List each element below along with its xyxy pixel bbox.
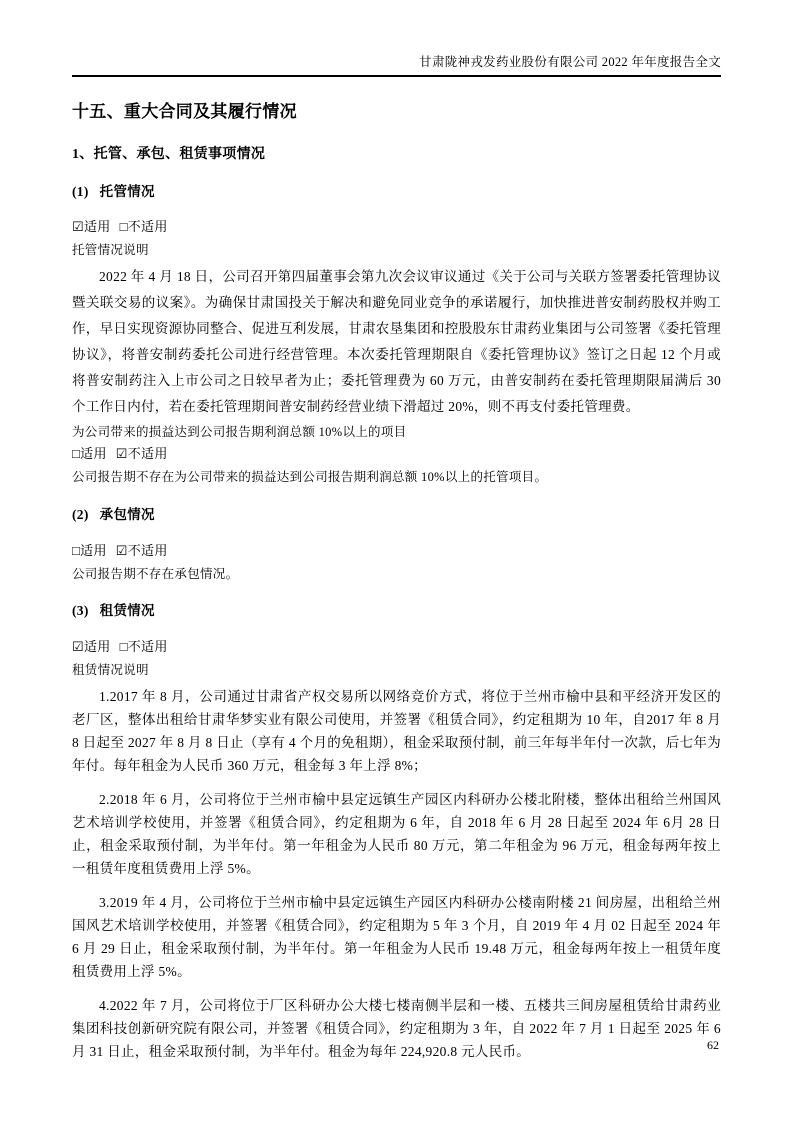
page-number: 62 [707,1038,719,1052]
custody-applicable-checkbox-icon: ☑适用 [72,219,111,234]
custody-profit-item-label: 为公司带来的损益达到公司报告期利润总额 10%以上的项目 [72,425,407,439]
section-title: 十五、重大合同及其履行情况 [72,102,297,121]
subsection-title: 1、托管、承包、租赁事项情况 [72,147,266,162]
contracting-applicable-checkbox-icon: □适用 [72,543,107,558]
leasing-paragraph-3: 3.2019 年 4 月，公司将位于兰州市榆中县定远镇生产园区内科研办公楼南附楼 21 间房屋，出租给兰州国风艺术培训学校使用，并签署《租赁合同》，约定租期为 5 年 3 个月，自 2019 年 4 月 02 日起至 2024 年 6 月 29 日止，租金采取预付制，为半年付。第一年租金为人民币 19.48 万元，租金每两年按上一租赁年度租赁费用上浮 5%。 [72,895,721,979]
contracting-applicability-row [72,540,721,562]
heading-leasing [72,601,721,620]
heading-leasing-number: (3) [72,603,89,618]
heading-custody [72,182,721,201]
heading-contracting [72,505,721,524]
heading-custody-title: 托管情况 [99,184,155,199]
custody-note-label: 托管情况说明 [72,243,149,257]
contracting-note: 公司报告期不存在承包情况。 [72,567,239,581]
profit-applicable-checkbox-icon: □适用 [72,446,107,461]
heading-contracting-number: (2) [72,507,89,522]
heading-leasing-title: 租赁情况 [99,603,155,618]
custody-profit-applicability-row [72,443,721,465]
profit-not-applicable-checkbox-icon: ☑不适用 [115,446,168,461]
custody-paragraph: 2022 年 4 月 18 日，公司召开第四届董事会第九次会议审议通过《关于公司与关联方签署委托管理协议暨关联交易的议案》。为确保甘肃国投关于解决和避免同业竞争的承诺履行，加快推进普安制药股权并购工作，早日实现资源协同整合、促进互利发展，甘肃农垦集团和控股股东甘肃药业集团与公司签署《委托管理协议》，将普安制药委托公司进行经营管理。本次委托管理期限自《委托管理协议》签订之日起 12 个月或将普安制药注入上市公司之日较早者为止；委托管理费为 60 万元，由普安制药在委托管理期限届满后 30 个工作日内付，若在委托管理期间普安制药经营业绩下滑超过 20%，则不再支付委托管理费。 [72,269,721,414]
page-content [72,100,721,1063]
leasing-applicability-row [72,636,721,658]
leasing-paragraph-2: 2.2018 年 6 月，公司将位于兰州市榆中县定远镇生产园区内科研办公楼北附楼，整体出租给兰州国风艺术培训学校使用，并签署《租赁合同》，约定租期为 6 年，自 2018 年 6 月 28 日起至 2024 年 6月 28 日止，租金采取预付制，为半年付。第一年租金为人民币 80 万元，第二年租金为 96 万元，租金每两年按上一租赁年度租赁费用上浮 5%。 [72,792,721,876]
leasing-paragraph-4: 4.2022 年 7 月，公司将位于厂区科研办公大楼七楼南侧半层和一楼、五楼共三间房屋租赁给甘肃药业集团科技创新研究院有限公司，并签署《租赁合同》，约定租期为 3 年，自 2022 年 7 月 1 日起至 2025 年 6 月 31 日止，租金采取预付制，为半年付。租金为每年 224,920.8 元人民币。 [72,998,721,1059]
heading-contracting-title: 承包情况 [99,507,155,522]
custody-applicability-row [72,216,721,238]
heading-custody-number: (1) [72,184,89,199]
custody-profit-note: 公司报告期不存在为公司带来的损益达到公司报告期利润总额 10%以上的托管项目。 [72,470,548,484]
leasing-paragraph-1: 1.2017 年 8 月，公司通过甘肃省产权交易所以网络竞价方式，将位于兰州市榆中县和平经济开发区的老厂区，整体出租给甘肃华梦实业有限公司使用，并签署《租赁合同》，约定租期为 10 年，自2017 年 8 月 8 日起至 2027 年 8 月 8 日止（享有 4 个月的免租期），租金采取预付制，前三年每半年付一次款，后七年为年付。每年租金为人民币 360 万元，租金每 3 年上浮 8%； [72,689,721,773]
leasing-note-label: 租赁情况说明 [72,663,149,677]
leasing-not-applicable-checkbox-icon: □不适用 [119,639,168,654]
contracting-not-applicable-checkbox-icon: ☑不适用 [115,543,168,558]
page-header [72,0,721,77]
leasing-applicable-checkbox-icon: ☑适用 [72,639,111,654]
header-report-title: 甘肃陇神戎发药业股份有限公司 2022 年年度报告全文 [419,55,721,69]
custody-not-applicable-checkbox-icon: □不适用 [119,219,168,234]
